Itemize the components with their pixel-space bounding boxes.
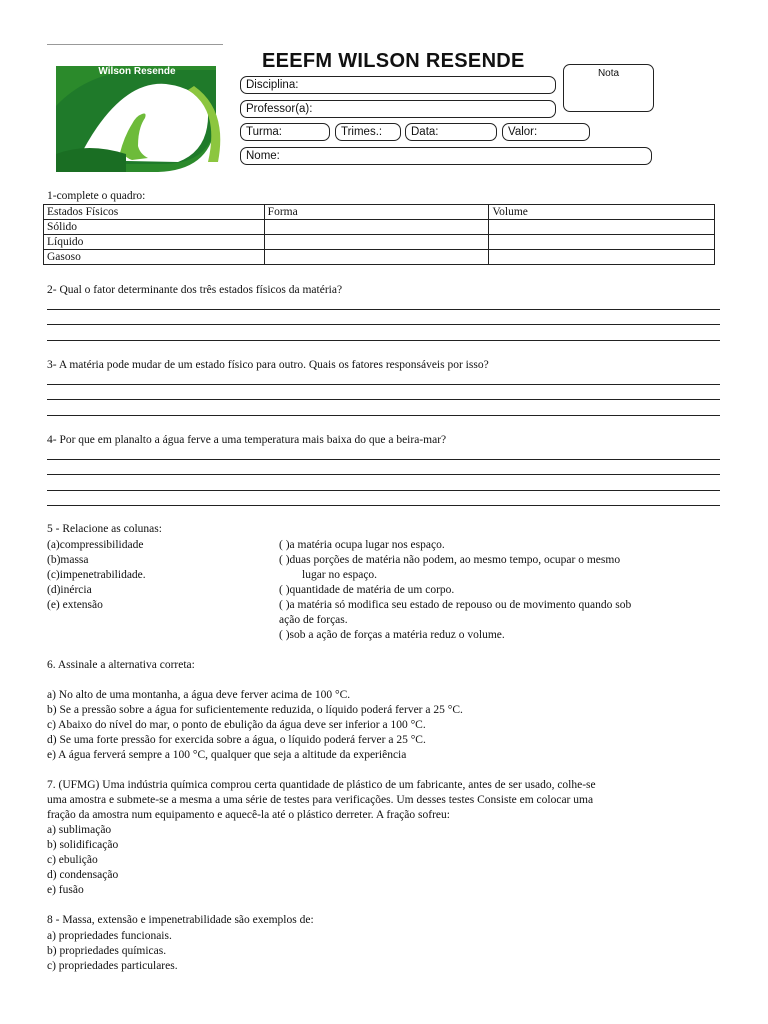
table-cell-blank[interactable] (264, 220, 489, 235)
q5-right-item-continuation: ação de forças. (279, 614, 348, 626)
table-row (44, 220, 715, 235)
answer-line[interactable] (47, 474, 720, 475)
table-header-cell: Estados Físicos (44, 205, 265, 220)
q4-text: 4- Por que em planalto a água ferve a uma temperatura mais baixa do que a beira-mar? (47, 434, 447, 446)
table-cell-blank[interactable] (489, 220, 715, 235)
q8-option[interactable]: a) propriedades funcionais. (47, 930, 172, 942)
nome-field[interactable]: Nome: (240, 147, 652, 165)
table-cell: Líquido (44, 235, 265, 250)
logo-school-name: Wilson Resende (98, 66, 176, 77)
q7-text: 7. (UFMG) Uma indústria química comprou certa quantidade de plástico de um fabricante, antes de ser usado, colhe-se (47, 779, 596, 791)
school-title: EEEFM WILSON RESENDE (262, 50, 525, 72)
answer-line[interactable] (47, 399, 720, 400)
q7-text: uma amostra e submete-se a mesma a uma série de testes para verificações. Um desses testes Consiste em colocar uma (47, 794, 594, 806)
table-cell: Sólido (44, 220, 265, 235)
q5-right-item[interactable]: ( )a matéria ocupa lugar nos espaço. (279, 539, 445, 551)
professor-field[interactable]: Professor(a): (240, 100, 556, 118)
table-header-cell: Volume (489, 205, 715, 220)
table-cell: Gasoso (44, 250, 265, 265)
q5-right-item-continuation: lugar no espaço. (302, 569, 378, 581)
answer-line[interactable] (47, 505, 720, 506)
q5-left-item: (d)inércia (47, 584, 92, 596)
q3-text: 3- A matéria pode mudar de um estado físico para outro. Quais os fatores responsáveis por isso? (47, 359, 489, 371)
turma-field[interactable]: Turma: (240, 123, 330, 141)
q5-left-item: (a)compressibilidade (47, 539, 144, 551)
table-header-row (44, 205, 715, 220)
q8-text: 8 - Massa, extensão e impenetrabilidade são exemplos de: (47, 914, 314, 926)
q5-right-item[interactable]: ( )a matéria só modifica seu estado de repouso ou de movimento quando sob (279, 599, 632, 611)
q5-right-item[interactable]: ( )quantidade de matéria de um corpo. (279, 584, 455, 596)
q7-text: fração da amostra num equipamento e aquecê-la até o plástico derreter. A fração sofreu: (47, 809, 450, 821)
table-header-cell: Forma (264, 205, 489, 220)
table-row (44, 235, 715, 250)
answer-line[interactable] (47, 324, 720, 325)
answer-line[interactable] (47, 384, 720, 385)
data-field[interactable]: Data: (405, 123, 497, 141)
q6-option[interactable]: c) Abaixo do nível do mar, o ponto de ebulição da água deve ser inferior a 100 °C. (47, 719, 426, 731)
q7-option[interactable]: e) fusão (47, 884, 84, 896)
nota-box[interactable] (563, 64, 654, 112)
q5-right-item[interactable]: ( )sob a ação de forças a matéria reduz o volume. (279, 629, 505, 641)
valor-field[interactable]: Valor: (502, 123, 590, 141)
q6-option[interactable]: e) A água ferverá sempre a 100 °C, qualquer que seja a altitude da experiência (47, 749, 407, 761)
q5-left-item: (e) extensão (47, 599, 103, 611)
answer-line[interactable] (47, 340, 720, 341)
answer-line[interactable] (47, 459, 720, 460)
q8-option[interactable]: b) propriedades químicas. (47, 945, 167, 957)
table-cell-blank[interactable] (489, 235, 715, 250)
answer-line[interactable] (47, 415, 720, 416)
table-cell-blank[interactable] (264, 235, 489, 250)
q7-option[interactable]: a) sublimação (47, 824, 112, 836)
top-rule (47, 44, 223, 45)
table-row (44, 250, 715, 265)
q6-option[interactable]: b) Se a pressão sobre a água for suficientemente reduzida, o líquido poderá ferver a 25 °C. (47, 704, 463, 716)
disciplina-field[interactable]: Disciplina: (240, 76, 556, 94)
table-cell-blank[interactable] (489, 250, 715, 265)
q5-right-item[interactable]: ( )duas porções de matéria não podem, ao mesmo tempo, ocupar o mesmo (279, 554, 621, 566)
q7-option[interactable]: d) condensação (47, 869, 119, 881)
q6-option[interactable]: a) No alto de uma montanha, a água deve ferver acima de 100 °C. (47, 689, 351, 701)
q8-option[interactable]: c) propriedades particulares. (47, 960, 178, 972)
answer-line[interactable] (47, 490, 720, 491)
answer-line[interactable] (47, 309, 720, 310)
logo-school-type: Escola Estadual de Ensino Fundamental e Médio (67, 58, 207, 64)
q5-left-item: (c)impenetrabilidade. (47, 569, 146, 581)
q7-option[interactable]: c) ebulição (47, 854, 98, 866)
q2-text: 2- Qual o fator determinante dos três estados físicos da matéria? (47, 284, 343, 296)
q1-text: 1-complete o quadro: (47, 190, 146, 202)
q5-text: 5 - Relacione as colunas: (47, 523, 162, 535)
q6-text: 6. Assinale a alternativa correta: (47, 659, 195, 671)
trimestre-field[interactable]: Trimes.: (335, 123, 401, 141)
nota-label: Nota (597, 68, 620, 79)
q6-option[interactable]: d) Se uma forte pressão for exercida sobre a água, o líquido poderá ferver a 25 °C. (47, 734, 426, 746)
q7-option[interactable]: b) solidificação (47, 839, 119, 851)
states-table (43, 204, 715, 265)
table-cell-blank[interactable] (264, 250, 489, 265)
q5-left-item: (b)massa (47, 554, 89, 566)
